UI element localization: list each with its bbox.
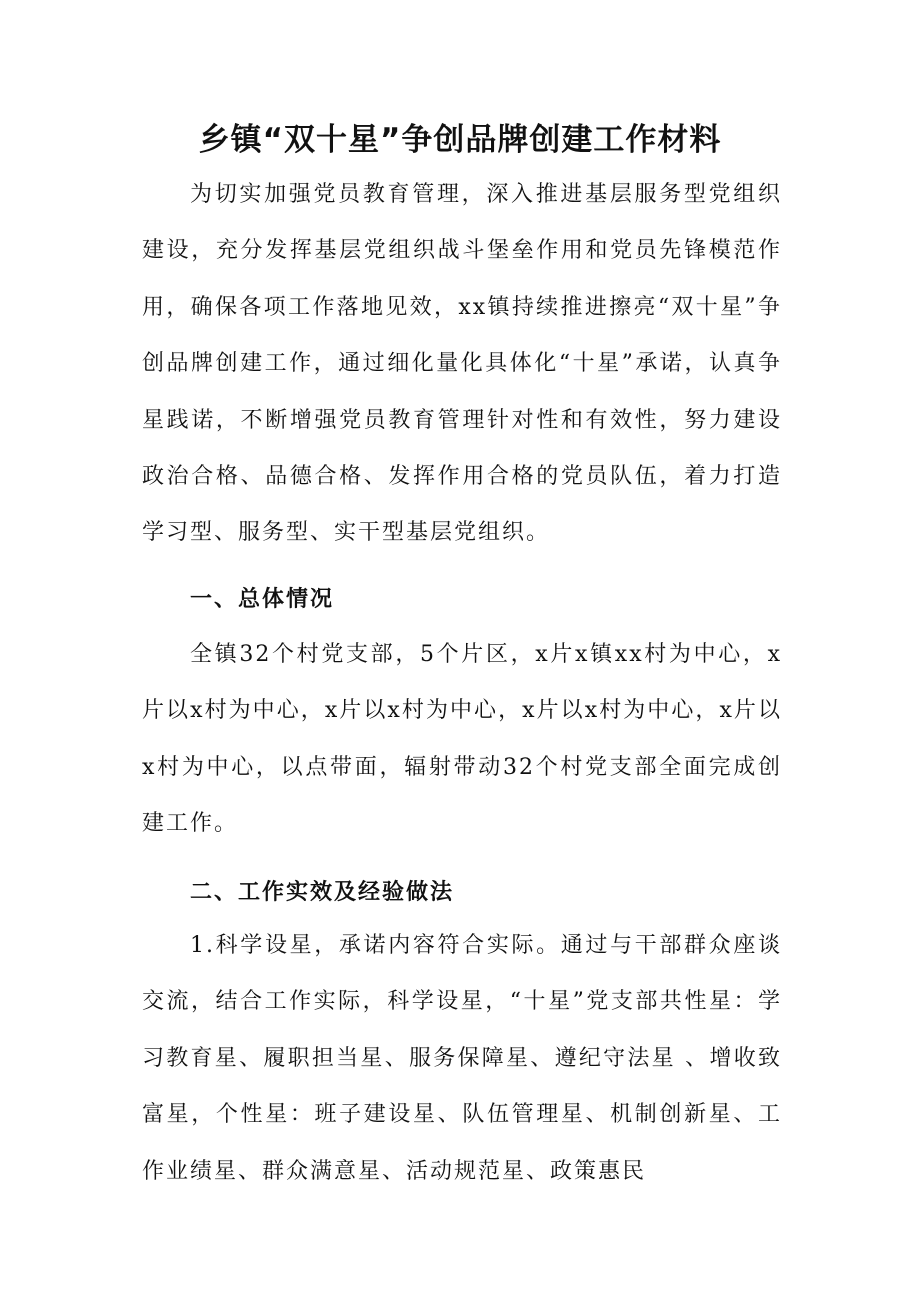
overview-paragraph: 全镇32个村党支部，5个片区，x片x镇xx村为中心，x片以x村为中心，x片以x村为中心，x片以x村为中心，x片以x村为中心，以点带面，辐射带动32个村党支部全面完成创建工作。 xyxy=(142,642,782,837)
section-heading-results: 二、工作实效及经验做法 xyxy=(190,880,455,905)
intro-paragraph: 为切实加强党员教育管理，深入推进基层服务型党组织建设，充分发挥基层党组织战斗堡垒作用和党员先锋模范作用，确保各项工作落地见效，xx镇持续推进擦亮“双十星”争创品牌创建工作，通过细化量化具体化“十星”承诺，认真争星践诺，不断增强党员教育管理针对性和有效性，努力建设政治合格、品德合格、发挥作用合格的党员队伍，着力打造学习型、服务型、实干型基层党组织。 xyxy=(142,182,782,546)
results-paragraph: 1.科学设星，承诺内容符合实际。通过与干部群众座谈交流，结合工作实际，科学设星，“十星”党支部共性星：学习教育星、履职担当星、服务保障星、遵纪守法星 、增收致富星，个性星：班子建设星、队伍管理星、机制创新星、工作业绩星、群众满意星、活动规范星、政策惠民 xyxy=(142,933,782,1184)
document-title: 乡镇“双十星”争创品牌创建工作材料 xyxy=(198,122,722,158)
section-heading-overview: 一、总体情况 xyxy=(190,587,335,612)
